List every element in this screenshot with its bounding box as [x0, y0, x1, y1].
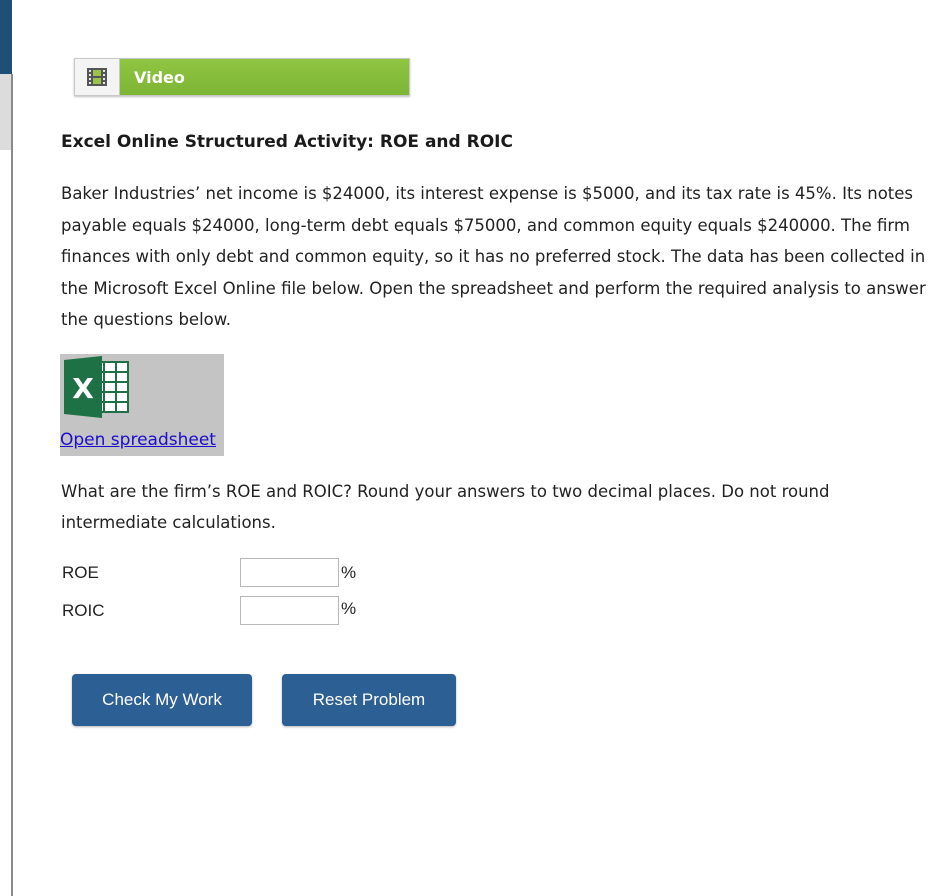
video-label: Video [120, 59, 409, 95]
window-edge-divider [11, 74, 13, 896]
activity-title: Excel Online Structured Activity: ROE and ROIC [61, 132, 513, 152]
check-my-work-button[interactable]: Check My Work [72, 674, 252, 726]
roe-unit: % [341, 563, 357, 582]
question-text: What are the firm’s ROE and ROIC? Round your answers to two decimal places. Do not round intermediate calculations. [61, 482, 830, 532]
roe-input[interactable] [240, 558, 339, 587]
problem-statement: Baker Industries’ net income is $24000, its interest expense is $5000, and its tax rate is 45%. Its notes payable equals $24000, long-term debt equals $75000, and common equity equals $240000. The firm finances with only debt and common equity, so it has no preferred stock. The data has been collected in the Microsoft Excel Online file below. Open the spreadsheet and perform the required analysis to answer the questions below. [61, 184, 926, 329]
spreadsheet-tile[interactable] [60, 354, 224, 456]
excel-icon [62, 356, 130, 422]
window-edge-accent [0, 0, 12, 74]
film-icon [75, 59, 120, 95]
video-button[interactable] [74, 58, 410, 96]
roic-unit: % [341, 599, 357, 618]
reset-problem-button[interactable]: Reset Problem [282, 674, 456, 726]
svg-text:X: X [72, 372, 94, 405]
roic-input[interactable] [240, 596, 339, 625]
roic-label: ROIC [62, 601, 105, 620]
open-spreadsheet-link[interactable]: Open spreadsheet [60, 430, 216, 450]
roe-label: ROE [62, 563, 99, 582]
